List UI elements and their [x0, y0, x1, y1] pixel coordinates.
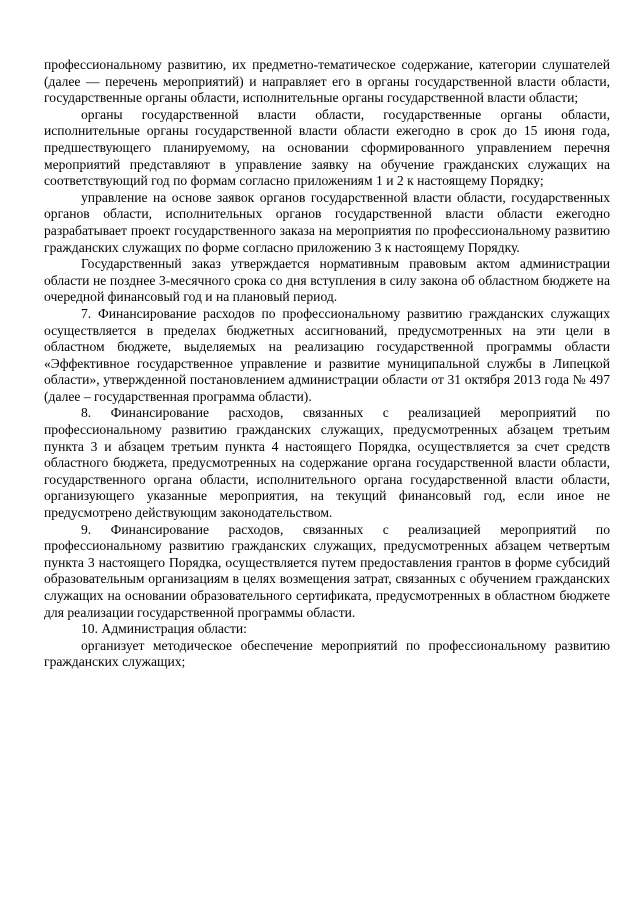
paragraph-state-order-approval: Государственный заказ утверждается нормативным правовым актом администрации области не позднее 3-месячного срока со дня вступления в силу закона об областном бюджете на очередной финансовый год и на плановый период. — [44, 256, 610, 305]
paragraph-list-continuation: профессиональному развитию, их предметно-тематическое содержание, категории слушателей (далее — перечень мероприятий) и направляет его в органы государственной власти области, государственные органы области, исполнительные органы государственной власти области; — [44, 57, 610, 106]
paragraph-item-10: 10. Администрация области: — [81, 621, 247, 637]
paragraph-state-order-draft: управление на основе заявок органов государственной власти области, государственных органов области, исполнительных органов государственной власти области ежегодно разрабатывает проект государственного заказа на мероприятия по профессиональному развитию гражданских служащих по форме согласно приложению 3 к настоящему Порядку. — [44, 189, 610, 255]
paragraph-item-7: 7. Финансирование расходов по профессиональному развитию гражданских служащих осуществляется в пределах бюджетных ассигнований, предусмотренных на эти цели в областном бюджете, выделяемых на реализацию государственной программы области «Эффективное государственное управление и развитие муниципальной службы в Липецкой области», утвержденной постановлением администрации области от 31 октября 2013 года № 497 (далее – государственная программа области). — [44, 305, 610, 404]
paragraph-item-10-methodical: организует методическое обеспечение мероприятий по профессиональному развитию гражданских служащих; — [44, 637, 610, 670]
paragraph-item-8: 8. Финансирование расходов, связанных с реализацией мероприятий по профессиональному развитию гражданских служащих, предусмотренных абзацем третьим пункта 3 и абзацем третьим пункта 4 настоящего Порядка, осуществляется за счет средств областного бюджета, предусмотренных на содержание органа государственной власти области, государственного органа области, исполнительного органа государственной власти области, организующего указанные мероприятия, на текущий финансовый год, если иное не предусмотрено действующим законодательством. — [44, 405, 610, 521]
paragraph-item-9: 9. Финансирование расходов, связанных с реализацией мероприятий по профессиональному развитию гражданских служащих, предусмотренных абзацем четвертым пункта 3 настоящего Порядка, осуществляется путем предоставления грантов в форме субсидий образовательным организациям в целях возмещения затрат, связанных с обучением гражданских служащих на основании образовательного сертификата, предусмотренных в областном бюджете для реализации государственной программы области. — [44, 521, 610, 620]
document-page — [44, 57, 610, 671]
paragraph-agencies-application: органы государственной власти области, государственные органы области, исполнительные органы государственной власти области ежегодно в срок до 15 июня года, предшествующего планируемому, на основании сформированного управлением перечня мероприятий представляют в управление заявку на обучение гражданских служащих на соответствующий год по формам согласно приложениям 1 и 2 к настоящему Порядку; — [44, 106, 610, 189]
